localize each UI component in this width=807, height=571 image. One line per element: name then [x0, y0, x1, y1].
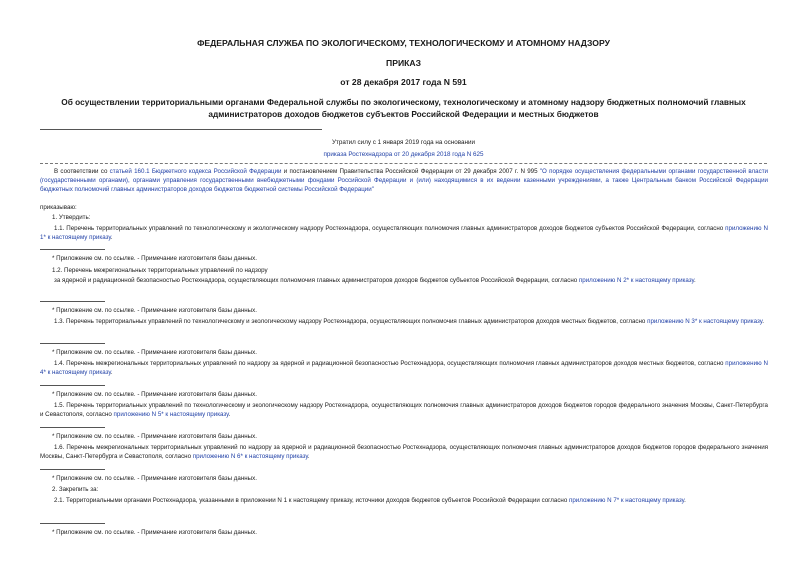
- item-2: 2. Закрепить за:: [52, 486, 99, 493]
- footnote-divider: [40, 469, 105, 470]
- footnote: * Приложение см. по ссылке. - Примечание изготовителя базы данных.: [52, 391, 257, 398]
- document-type: ПРИКАЗ: [386, 58, 421, 68]
- resolution-link[interactable]: "О порядке осуществления федеральными органами государственной власти (государственными органами), органами управления государственными внебюджетными фондами Российской Федерации и (или) находящимися в их ведении казенными учреждениями, а также Центральным банком Российской Федерации бюджетных полномочий главных администраторов доходов бюджетов бюджетной системы Российской Федерации": [40, 168, 768, 194]
- footnote-divider: [40, 523, 105, 524]
- item-1-2: за ядерной и радиационной безопасностью Ростехнадзора, осуществляющих полномочия главных администраторов доходов бюджетов субъектов Российской Федерации, согласно приложению N 2* к настоящему приказу.: [54, 277, 696, 284]
- footnote: * Приложение см. по ссылке. - Примечание изготовителя базы данных.: [52, 475, 257, 482]
- appendix-1-link[interactable]: приложению N 1* к настоящему приказу: [40, 225, 768, 242]
- appendix-4-link[interactable]: приложению N 4* к настоящему приказу: [40, 360, 768, 377]
- footnote: * Приложение см. по ссылке. - Примечание изготовителя базы данных.: [52, 255, 257, 262]
- order-word: приказываю:: [40, 204, 77, 211]
- item-1-1: 1.1. Перечень территориальных управлений по технологическому и экологическому надзору Ростехнадзора, осуществляющих полномочия главных администраторов доходов бюджетов субъектов Российской Федерации, согласно приложению N 1* к настоящему приказу.: [40, 225, 768, 242]
- footnote: * Приложение см. по ссылке. - Примечание изготовителя базы данных.: [52, 529, 257, 536]
- repeal-order-link[interactable]: приказа Ростехнадзора от 20 декабря 2018 года N 625: [323, 151, 484, 158]
- item-1: 1. Утвердить:: [52, 214, 91, 221]
- document-date-number: от 28 декабря 2017 года N 591: [340, 77, 467, 87]
- budget-code-link[interactable]: статьей 160.1 Бюджетного кодекса Российской Федерации: [109, 168, 282, 175]
- footnote-divider: [40, 343, 105, 344]
- footnote-divider: [40, 385, 105, 386]
- status-note: Утратил силу с 1 января 2019 года на основании: [331, 139, 476, 146]
- appendix-2-link[interactable]: приложению N 2* к настоящему приказу: [578, 277, 695, 284]
- item-1-6: 1.6. Перечень межрегиональных территориальных управлений по надзору за ядерной и радиационной безопасностью Ростехнадзора, осуществляющих полномочия главных администраторов доходов бюджетов городов федерального значения Москвы, Санкт-Петербурга и Севастополя, согласно приложению N 6* к настоящему приказу.: [40, 444, 768, 461]
- preamble: В соответствии со статьей 160.1 Бюджетного кодекса Российской Федерации и постановлением Правительства Российской Федерации от 29 декабря 2007 г. N 995 "О порядке осуществления федеральными органами государственной власти (государственными органами), органами управления государственными внебюджетными фондами Российской Федерации и (или) находящимися в их ведении казенными учреждениями, а также Центральным банком Российской Федерации бюджетных полномочий главных администраторов доходов бюджетов бюджетной системы Российской Федерации": [40, 168, 768, 194]
- agency-name: ФЕДЕРАЛЬНАЯ СЛУЖБА ПО ЭКОЛОГИЧЕСКОМУ, ТЕХНОЛОГИЧЕСКОМУ И АТОМНОМУ НАДЗОРУ: [197, 38, 610, 48]
- item-1-4: 1.4. Перечень межрегиональных территориальных управлений по надзору за ядерной и радиационной безопасностью Ростехнадзора, осуществляющих полномочия главных администраторов доходов местных бюджетов, согласно приложению N 4* к настоящему приказу.: [40, 360, 768, 377]
- document-title: Об осуществлении территориальными органами Федеральной службы по экологическому, технологическому и атомному надзору бюджетных полномочий главных администраторов доходов бюджетов субъектов Российской Федерации и местных бюджетов: [61, 97, 746, 119]
- footnote-divider: [40, 301, 105, 302]
- appendix-7-link[interactable]: приложению N 7* к настоящему приказу: [569, 497, 685, 504]
- footnote: * Приложение см. по ссылке. - Примечание изготовителя базы данных.: [52, 433, 257, 440]
- divider: [40, 163, 767, 164]
- appendix-3-link[interactable]: приложению N 3* к настоящему приказу: [647, 318, 763, 325]
- divider: [40, 129, 322, 130]
- item-1-5: 1.5. Перечень территориальных управлений по технологическому и экологическому надзору Ростехнадзора, осуществляющих полномочия главных администраторов доходов бюджетов городов федерального значения Москвы, Санкт-Петербурга и Севастополя, согласно приложению N 5* к настоящему приказу.: [40, 402, 768, 419]
- footnote: * Приложение см. по ссылке. - Примечание изготовителя базы данных.: [52, 307, 257, 314]
- appendix-5-link[interactable]: приложению N 5* к настоящему приказу: [113, 411, 229, 419]
- item-1-2-heading: 1.2. Перечень межрегиональных территориальных управлений по надзору: [52, 267, 268, 274]
- footnote: * Приложение см. по ссылке. - Примечание изготовителя базы данных.: [52, 349, 257, 356]
- status-link-line: [100, 150, 707, 159]
- item-1-3: 1.3. Перечень территориальных управлений по технологическому и экологическому надзору Ростехнадзора, осуществляющих полномочия главных администраторов доходов местных бюджетов, согласно приложению N 3* к настоящему приказу.: [54, 318, 764, 325]
- appendix-6-link[interactable]: приложению N 6* к настоящему приказу: [192, 453, 308, 461]
- footnote-divider: [40, 427, 105, 428]
- footnote-divider: [40, 249, 105, 250]
- item-2-1: 2.1. Территориальными органами Ростехнадзора, указанными в приложении N 1 к настоящему приказу, источники доходов бюджетов субъектов Российской Федерации согласно приложению N 7* к настоящему приказу.: [54, 497, 686, 504]
